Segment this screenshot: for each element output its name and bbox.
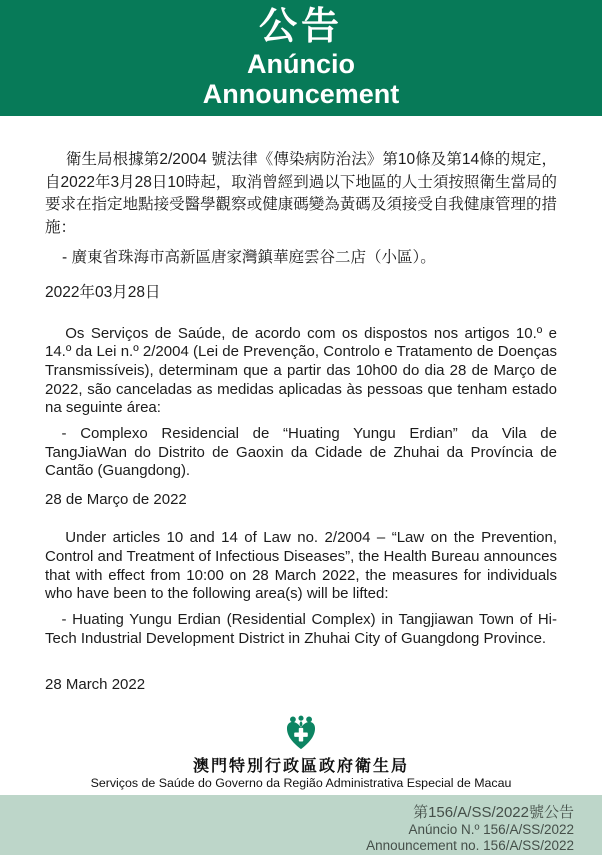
agency-footer <box>0 714 602 795</box>
announcement-header <box>0 0 602 116</box>
reference-footer <box>0 795 602 855</box>
reference-number-pt: Anúncio N.º 156/A/SS/2022 <box>408 822 574 838</box>
chinese-date: 2022年03月28日 <box>45 283 161 301</box>
section-portuguese <box>45 325 557 510</box>
chinese-affected-area: - 廣東省珠海市高新區唐家灣鎮華庭雲谷二店（小區）。 <box>62 249 436 266</box>
english-date: 28 March 2022 <box>45 676 146 694</box>
agency-name-zh: 澳門特別行政區政府衛生局 <box>192 758 409 776</box>
portuguese-date: 28 de Março de 2022 <box>45 491 187 509</box>
announcement-body <box>0 116 602 714</box>
health-bureau-heart-cross-logo-icon <box>284 714 318 757</box>
portuguese-paragraph: Os Serviços de Saúde, de acordo com os dispostos nos artigos 10.º e 14.º da Lei n.º 2/2004 (Lei de Prevenção, Controlo e Tratamento de Doenças Transmissíveis), determinam que a partir das 10h00 do dia 28 de Março de 2022, são canceladas as medidas aplicadas às pessoas que tenham estado na seguinte área: <box>45 324 557 417</box>
reference-number-en: Announcement no. 156/A/SS/2022 <box>366 838 574 854</box>
header-title-en: Announcement <box>202 79 400 109</box>
reference-number-zh: 第156/A/SS/2022號公告 <box>413 804 574 822</box>
header-title-pt: Anúncio <box>247 49 355 79</box>
english-paragraph: Under articles 10 and 14 of Law no. 2/2004 – “Law on the Prevention, Control and Treatment of Infectious Diseases”, the Health Bureau announces that with effect from 10:00 on 28 March 2022, the measures for individuals who have been to the following area(s) will be lifted: <box>45 529 557 603</box>
english-affected-area: - Huating Yungu Erdian (Residential Complex) in Tangjiawan Town of Hi-Tech Industrial Development District in Zhuhai City of Guangdong Province. <box>45 610 557 647</box>
chinese-paragraph: 衛生局根據第2/2004 號法律《傳染病防治法》第10條及第14條的規定，自2022年3月28日10時起，取消曾經到過以下地區的人士須按照衛生當局的要求在指定地點接受醫學觀察或健康碼變為黃碼及須接受自我健康管理的措施： <box>45 151 557 236</box>
section-english <box>45 529 557 694</box>
header-title-zh: 公告 <box>258 6 343 48</box>
section-chinese <box>45 149 557 304</box>
agency-name-pt: Serviços de Saúde do Governo da Região Administrativa Especial de Macau <box>90 776 512 791</box>
portuguese-affected-area: - Complexo Residencial de “Huating Yungu Erdian” da Vila de TangJiaWan do Distrito de Gaoxin da Cidade de Zhuhai da Província de Cantão (Guangdong). <box>45 425 557 480</box>
